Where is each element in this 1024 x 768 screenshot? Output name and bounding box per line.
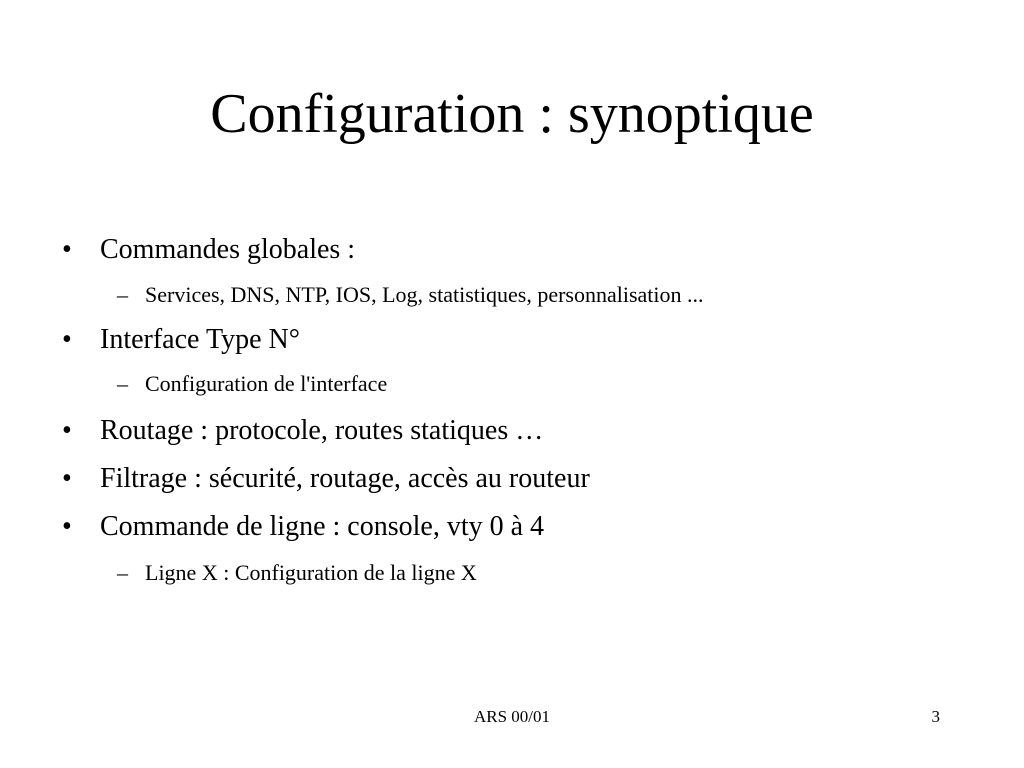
bullet-marker: • — [62, 463, 72, 494]
bullet-marker: • — [62, 234, 72, 265]
bullet-text: Commandes globales : — [100, 234, 356, 265]
bullet-text: Routage : protocole, routes statiques … — [100, 415, 544, 446]
sub-bullet-text: Configuration de l'interface — [145, 371, 388, 396]
bullet-marker: • — [62, 324, 72, 355]
sub-bullet-text: Services, DNS, NTP, IOS, Log, statistiques, personnalisation ... — [145, 282, 704, 307]
slide-footer: ARS 00/01 — [473, 707, 551, 726]
dash-marker: – — [117, 282, 128, 307]
sub-bullet-text: Ligne X : Configuration de la ligne X — [145, 560, 477, 585]
bullet-text: Interface Type N° — [100, 324, 300, 355]
bullet-text: Filtrage : sécurité, routage, accès au routeur — [100, 463, 590, 494]
bullet-marker: • — [62, 415, 72, 446]
dash-marker: – — [117, 560, 128, 585]
bullet-marker: • — [62, 511, 72, 542]
page-number: 3 — [931, 707, 940, 726]
bullet-text: Commande de ligne : console, vty 0 à 4 — [100, 511, 545, 542]
dash-marker: – — [117, 371, 128, 396]
slide-title: Configuration : synoptique — [210, 83, 814, 145]
